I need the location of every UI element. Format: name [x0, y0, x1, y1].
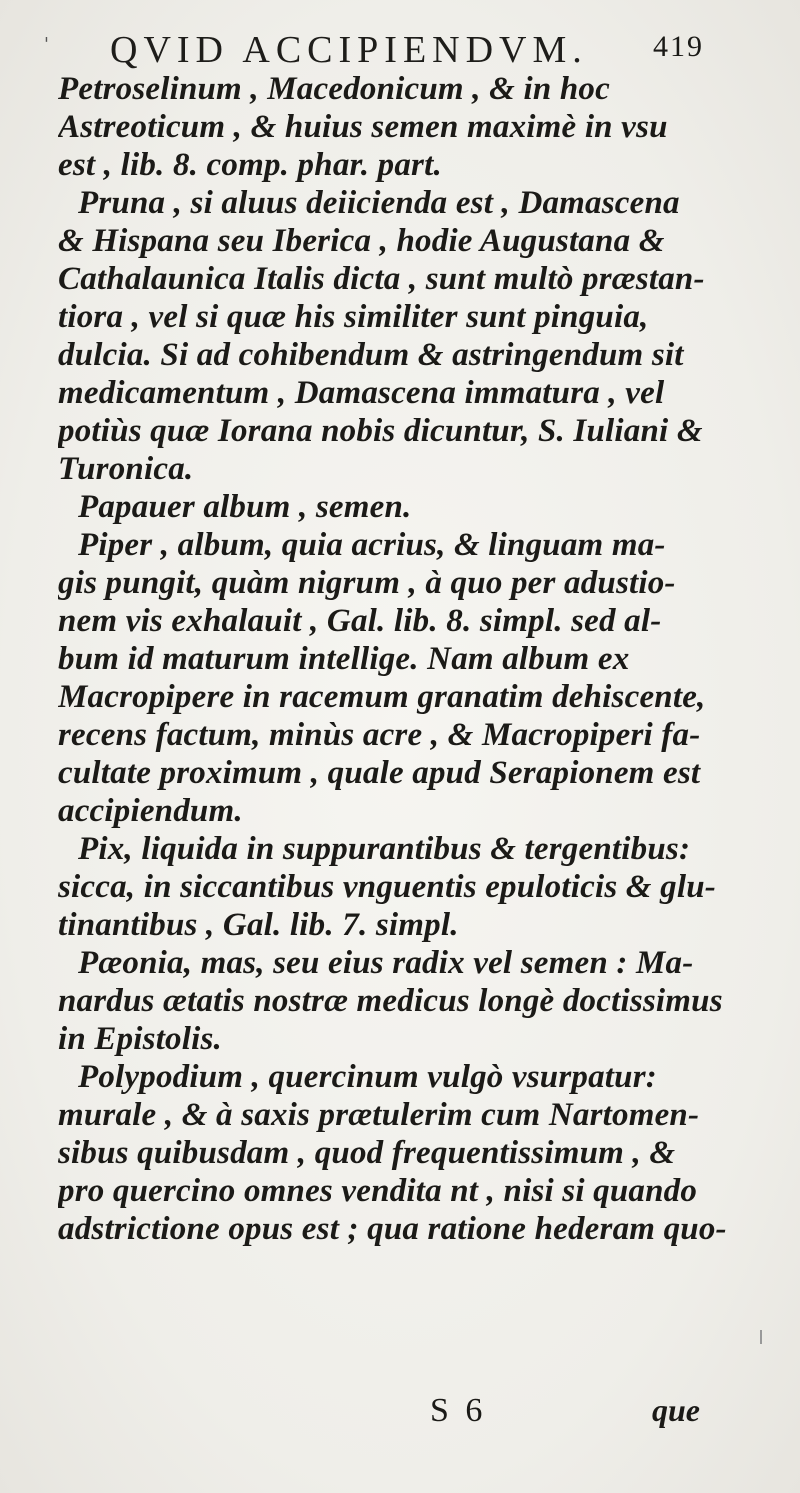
page-footer: [0, 1392, 800, 1432]
text-line: Macropipere in racemum granatim dehiscente,: [58, 679, 706, 715]
entry-line-paeonia: Pæonia, mas, seu eius radix vel semen : Ma-: [78, 945, 694, 981]
text-line: bum id maturum intellige. Nam album ex: [58, 641, 630, 677]
text-line: cultate proximum , quale apud Serapionem est: [58, 755, 701, 791]
text-line: est , lib. 8. comp. phar. part.: [58, 147, 442, 183]
text-line: Cathalaunica Italis dicta , sunt multò præstan-: [58, 261, 705, 297]
text-line: sibus quibusdam , quod frequentissimum , &: [58, 1135, 676, 1171]
running-title: QVID ACCIPIENDVM.: [110, 29, 588, 71]
text-line: murale , & à saxis prætulerim cum Nartomen-: [58, 1097, 700, 1133]
body-text: [58, 70, 748, 1248]
page-header: [44, 10, 710, 71]
entry-line-piper: Piper , album, quia acrius, & linguam ma-: [78, 527, 666, 563]
entry-line-pruna: Pruna , si aluus deiicienda est , Damascena: [78, 185, 680, 221]
margin-mark: ': [44, 34, 49, 55]
text-line: Turonica.: [58, 451, 194, 487]
text-line: sicca, in siccantibus vnguentis epuloticis & glu-: [58, 869, 716, 905]
text-line: Astreoticum , & huius semen maximè in vsu: [58, 109, 668, 145]
text-line: gis pungit, quàm nigrum , à quo per adustio-: [58, 565, 676, 601]
text-line: dulcia. Si ad cohibendum & astringendum sit: [58, 337, 684, 373]
catchword: que: [652, 1392, 700, 1428]
entry-line-papauer: Papauer album , semen.: [78, 489, 412, 525]
text-line: potiùs quæ Iorana nobis dicuntur, S. Iuliani &: [58, 413, 703, 449]
text-line: & Hispana seu Iberica , hodie Augustana &: [58, 223, 665, 259]
text-line: Petroselinum , Macedonicum , & in hoc: [58, 71, 610, 107]
text-line: accipiendum.: [58, 793, 243, 829]
page-number: 419: [653, 30, 704, 63]
entry-line-polypodium: Polypodium , quercinum vulgò vsurpatur:: [78, 1059, 657, 1095]
entry-line-pix: Pix, liquida in suppurantibus & tergentibus:: [78, 831, 691, 867]
text-line: in Epistolis.: [58, 1021, 222, 1057]
text-line: adstrictione opus est ; qua ratione hederam quo-: [58, 1211, 727, 1247]
text-line: pro quercino omnes vendita nt , nisi si quando: [58, 1173, 698, 1209]
paper-speck: [760, 1330, 762, 1344]
text-line: tiora , vel si quæ his similiter sunt pinguia,: [58, 299, 649, 335]
signature-mark: S 6: [430, 1392, 487, 1429]
text-line: nem vis exhalauit , Gal. lib. 8. simpl. sed al-: [58, 603, 662, 639]
text-line: recens factum, minùs acre , & Macropiperi fa-: [58, 717, 701, 753]
text-line: tinantibus , Gal. lib. 7. simpl.: [58, 907, 459, 943]
text-line: nardus ætatis nostræ medicus longè doctissimus: [58, 983, 723, 1019]
text-line: medicamentum , Damascena immatura , vel: [58, 375, 665, 411]
